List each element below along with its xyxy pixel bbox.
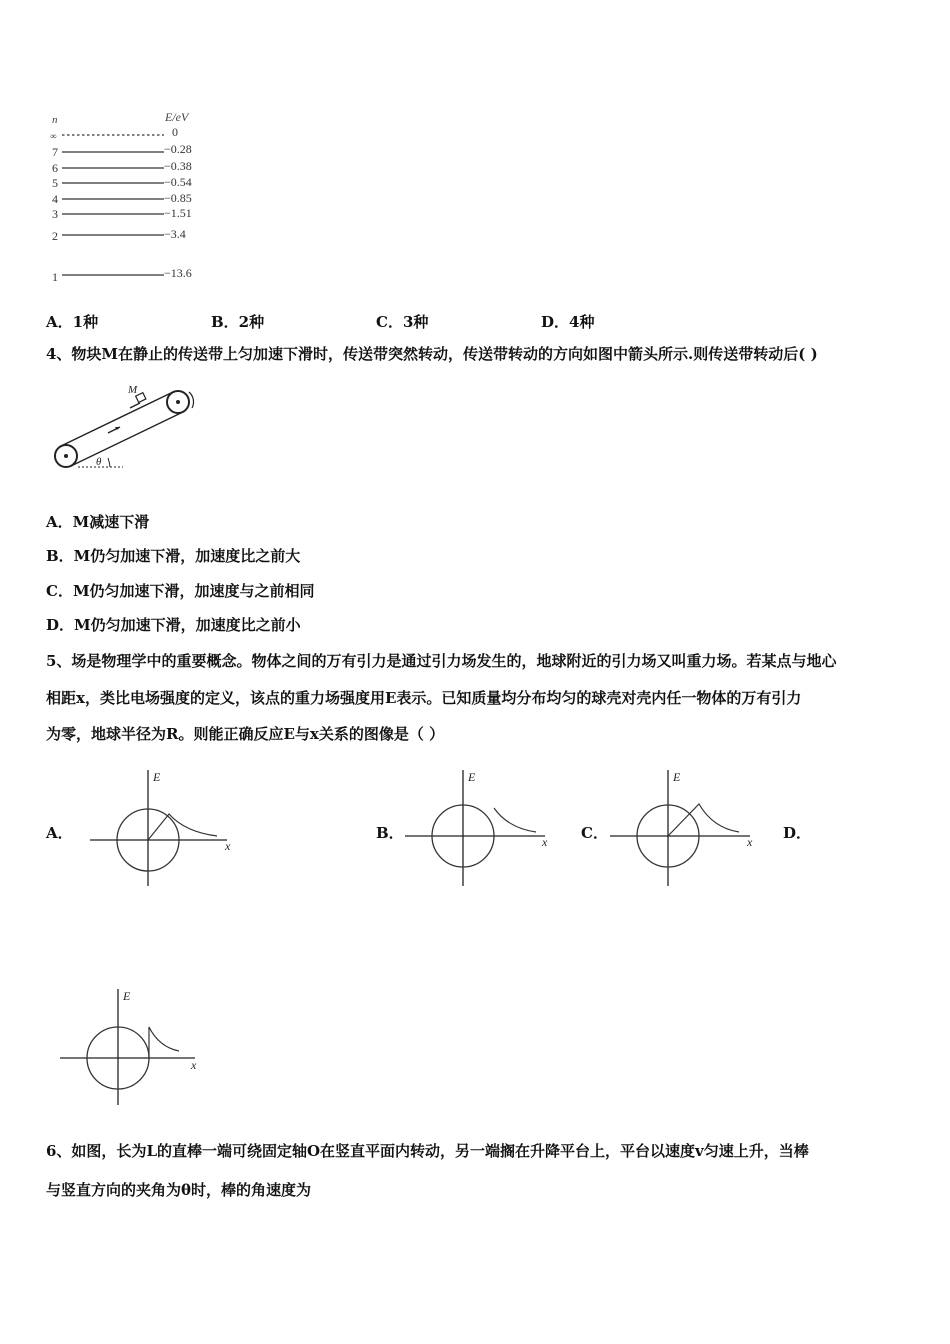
q4-option-d: D．M仍匀加速下滑，加速度比之前小 [46, 616, 301, 634]
level-n-3: 3 [52, 207, 58, 221]
angle-arc [108, 458, 110, 467]
svg-text:x: x [747, 835, 753, 849]
level-n-6: 6 [52, 161, 58, 175]
q5-option-c-label: C． [581, 824, 608, 842]
conveyor-belt-figure [48, 378, 208, 478]
level-e-4: −0.85 [164, 191, 192, 205]
q5-stem-line-1: 5、场是物理学中的重要概念。物体之间的万有引力是通过引力场发生的，地球附近的引力场又叫重力场。若某点与地心 [46, 652, 837, 670]
q3-option-c: C．3种 [376, 313, 429, 331]
q5-graph-c [605, 766, 765, 891]
q3-option-b: B．2种 [211, 313, 265, 331]
belt-arrow-upper [130, 403, 140, 408]
level-n-4: 4 [52, 192, 58, 206]
svg-text:x: x [191, 1058, 197, 1072]
level-n-2: 2 [52, 229, 58, 243]
q4-stem: 4、物块M在静止的传送带上匀加速下滑时，传送带突然转动，传送带转动的方向如图中箭头所示.则传送带转动后( ) [46, 345, 818, 363]
level-n-7: 7 [52, 145, 58, 159]
q5-curve-a [148, 814, 217, 840]
level-e-2: −3.4 [164, 227, 186, 241]
q5-option-a-label: A． [46, 824, 73, 842]
level-e-inf: 0 [172, 125, 178, 139]
svg-text:E: E [673, 770, 681, 784]
q6-stem-line-1: 6、如图，长为L的直棒一端可绕固定轴O在竖直平面内转动，另一端搁在升降平台上，平台以速度v匀速上升，当棒 [46, 1142, 809, 1160]
q4-option-a: A．M减速下滑 [46, 513, 150, 531]
level-e-3: −1.51 [164, 206, 192, 220]
belt-lower [71, 412, 183, 466]
block-m [136, 393, 146, 403]
energy-level-diagram [40, 105, 220, 290]
svg-text:E: E [123, 989, 131, 1003]
q4-option-b: B．M仍匀加速下滑，加速度比之前大 [46, 547, 301, 565]
level-n-inf: ∞ [50, 131, 57, 141]
svg-text:x: x [225, 839, 231, 853]
q3-option-d: D．4种 [541, 313, 595, 331]
angle-label: θ [96, 456, 102, 468]
block-m-label: M [128, 384, 138, 396]
q5-curve-b [494, 808, 536, 832]
n-axis-label: n [52, 114, 58, 126]
q6-stem-line-2: 与竖直方向的夹角为θ时，棒的角速度为 [46, 1181, 312, 1199]
q5-option-b-label: B． [376, 824, 404, 842]
level-e-6: −0.38 [164, 159, 192, 173]
energy-axis-label: E/eV [165, 110, 189, 124]
level-e-5: −0.54 [164, 175, 192, 189]
q5-curve-d [149, 1027, 179, 1058]
q5-graph-a [85, 766, 245, 891]
q5-curve-c [668, 804, 739, 836]
q5-stem-line-3: 为零，地球半径为R。则能正确反应E与x关系的图像是（ ） [46, 725, 445, 743]
q5-stem-line-2: 相距x，类比电场强度的定义，该点的重力场强度用E表示。已知质量均分布均匀的球壳对壳内任一物体的万有引力 [46, 689, 802, 707]
q5-graph-d [55, 985, 215, 1110]
svg-text:E: E [468, 770, 476, 784]
q3-option-a: A．1种 [46, 313, 99, 331]
belt-upper [61, 392, 173, 446]
level-n-5: 5 [52, 176, 58, 190]
q5-option-d-label: D． [783, 824, 812, 842]
q5-graph-b [400, 766, 560, 891]
level-e-7: −0.28 [164, 142, 192, 156]
level-e-1: −13.6 [164, 266, 192, 280]
q4-option-c: C．M仍匀加速下滑，加速度与之前相同 [46, 582, 315, 600]
svg-text:x: x [542, 835, 548, 849]
svg-text:E: E [153, 770, 161, 784]
level-n-1: 1 [52, 270, 58, 284]
